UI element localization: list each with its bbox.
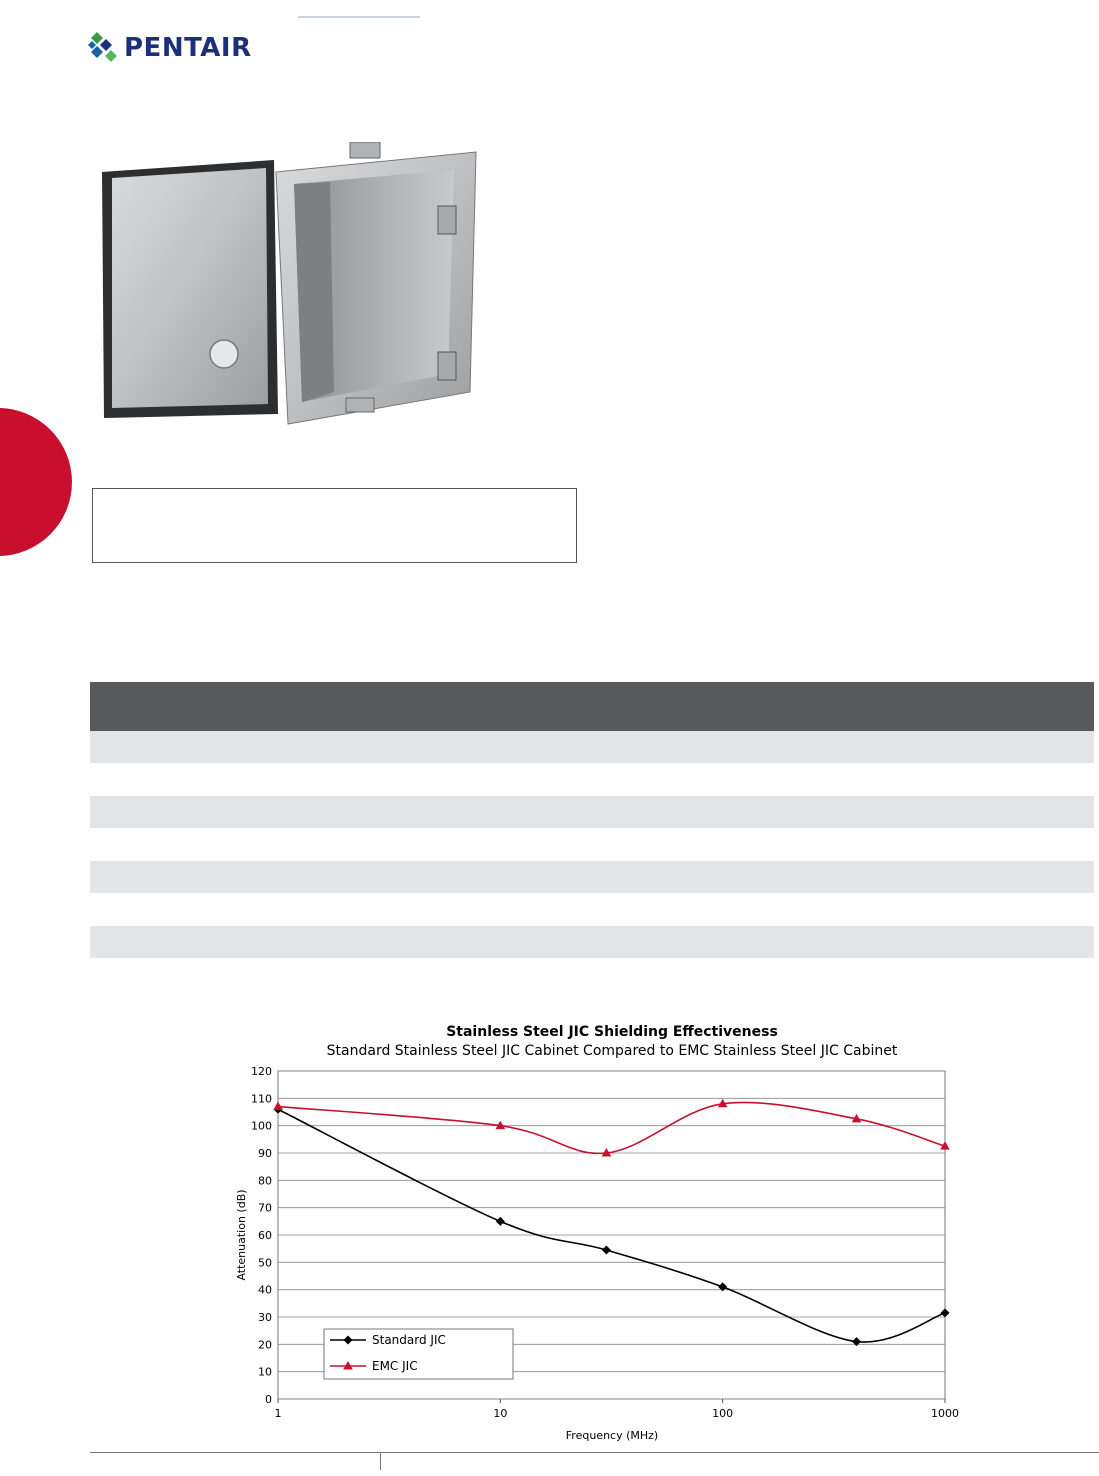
y-tick-label: 90	[258, 1147, 272, 1160]
note-box	[92, 488, 577, 563]
y-tick-label: 120	[251, 1065, 272, 1078]
table-row	[90, 764, 1094, 796]
x-tick-label: 1	[274, 1407, 282, 1420]
table-header	[90, 682, 1094, 731]
y-axis-label: Attenuation (dB)	[235, 1189, 248, 1281]
table-row	[90, 926, 1094, 958]
table-row	[90, 796, 1094, 828]
y-tick-label: 10	[258, 1365, 272, 1379]
y-tick-label: 0	[265, 1393, 272, 1406]
chart-title: Stainless Steel JIC Shielding Effectiveness	[446, 1024, 778, 1040]
footer-divider	[380, 1452, 381, 1470]
enclosure-photo	[98, 142, 478, 428]
y-tick-label: 20	[258, 1338, 272, 1352]
header-accent-line	[298, 16, 420, 18]
footer-rule	[90, 1452, 1099, 1453]
x-axis-label: Frequency (MHz)	[565, 1429, 659, 1442]
y-tick-label: 70	[258, 1201, 272, 1215]
legend-label: Standard JIC	[372, 1333, 446, 1347]
y-tick-label: 30	[258, 1311, 272, 1324]
x-tick-label: 1000	[931, 1407, 959, 1420]
table-row	[90, 829, 1094, 861]
y-tick-label: 50	[258, 1256, 272, 1270]
brand-name: PENTAIR	[124, 33, 252, 63]
y-tick-label: 100	[251, 1119, 272, 1133]
chart-subtitle: Standard Stainless Steel JIC Cabinet Compared to EMC Stainless Steel JIC Cabinet	[326, 1043, 898, 1059]
pentair-logo[interactable]	[88, 30, 252, 66]
y-tick-label: 40	[258, 1283, 272, 1297]
table-row	[90, 731, 1094, 763]
y-tick-label: 60	[258, 1229, 272, 1242]
legend-label: EMC JIC	[372, 1359, 418, 1373]
y-tick-label: 80	[258, 1174, 272, 1188]
x-tick-label: 100	[712, 1407, 734, 1420]
table-row	[90, 861, 1094, 893]
x-tick-label: 10	[493, 1407, 508, 1420]
shielding-chart	[200, 1015, 970, 1447]
table-row	[90, 894, 1094, 926]
y-tick-label: 110	[251, 1092, 272, 1106]
section-tab	[0, 408, 72, 556]
pentair-logo-icon	[88, 30, 118, 66]
